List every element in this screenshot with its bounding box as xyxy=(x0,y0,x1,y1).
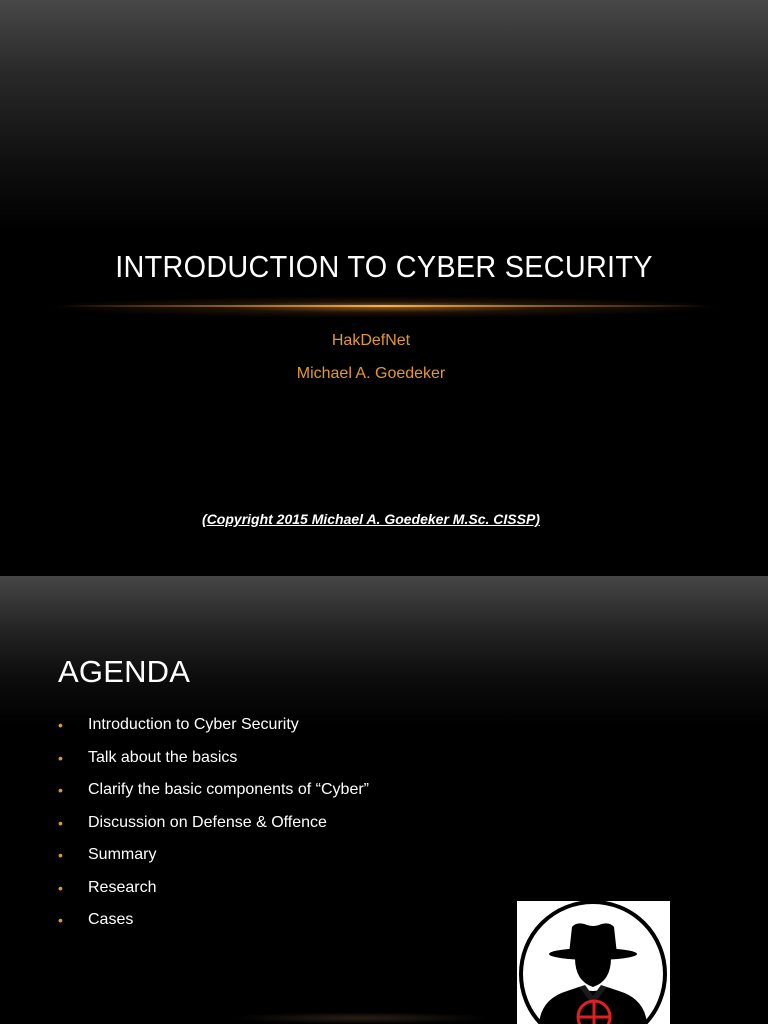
bullet-icon: • xyxy=(58,912,63,928)
spy-silhouette-image xyxy=(517,901,670,1024)
agenda-item-text: Discussion on Defense & Offence xyxy=(88,813,327,831)
copyright-notice: (Copyright 2015 Michael A. Goedeker M.Sc. CISSP) xyxy=(202,511,540,527)
agenda-slide xyxy=(0,576,768,1024)
agenda-item-text: Talk about the basics xyxy=(88,748,238,766)
agenda-heading: AGENDA xyxy=(58,654,191,689)
agenda-item-text: Research xyxy=(88,878,157,896)
bullet-icon: • xyxy=(58,717,63,733)
title-divider xyxy=(60,305,708,307)
slide-title: INTRODUCTION TO CYBER SECURITY xyxy=(115,249,653,284)
agenda-item-text: Cases xyxy=(88,911,134,928)
bullet-icon: • xyxy=(58,782,63,798)
bullet-icon: • xyxy=(58,847,63,863)
agenda-item-text: Summary xyxy=(88,846,157,863)
subtitle-author: Michael A. Goedeker xyxy=(296,365,446,382)
bottom-glow-decoration xyxy=(230,1012,490,1024)
hat-crown-shape xyxy=(569,923,617,954)
bullet-icon: • xyxy=(58,879,63,896)
agenda-item-text: Introduction to Cyber Security xyxy=(88,716,299,733)
title-glow-decoration xyxy=(40,296,728,318)
spy-silhouette-crosshair-icon xyxy=(517,901,670,1024)
agenda-item-text: Clarify the basic components of “Cyber” xyxy=(88,781,369,798)
bullet-icon: • xyxy=(58,749,63,766)
bullet-icon: • xyxy=(58,814,63,831)
subtitle-organization: HakDefNet xyxy=(331,332,411,349)
